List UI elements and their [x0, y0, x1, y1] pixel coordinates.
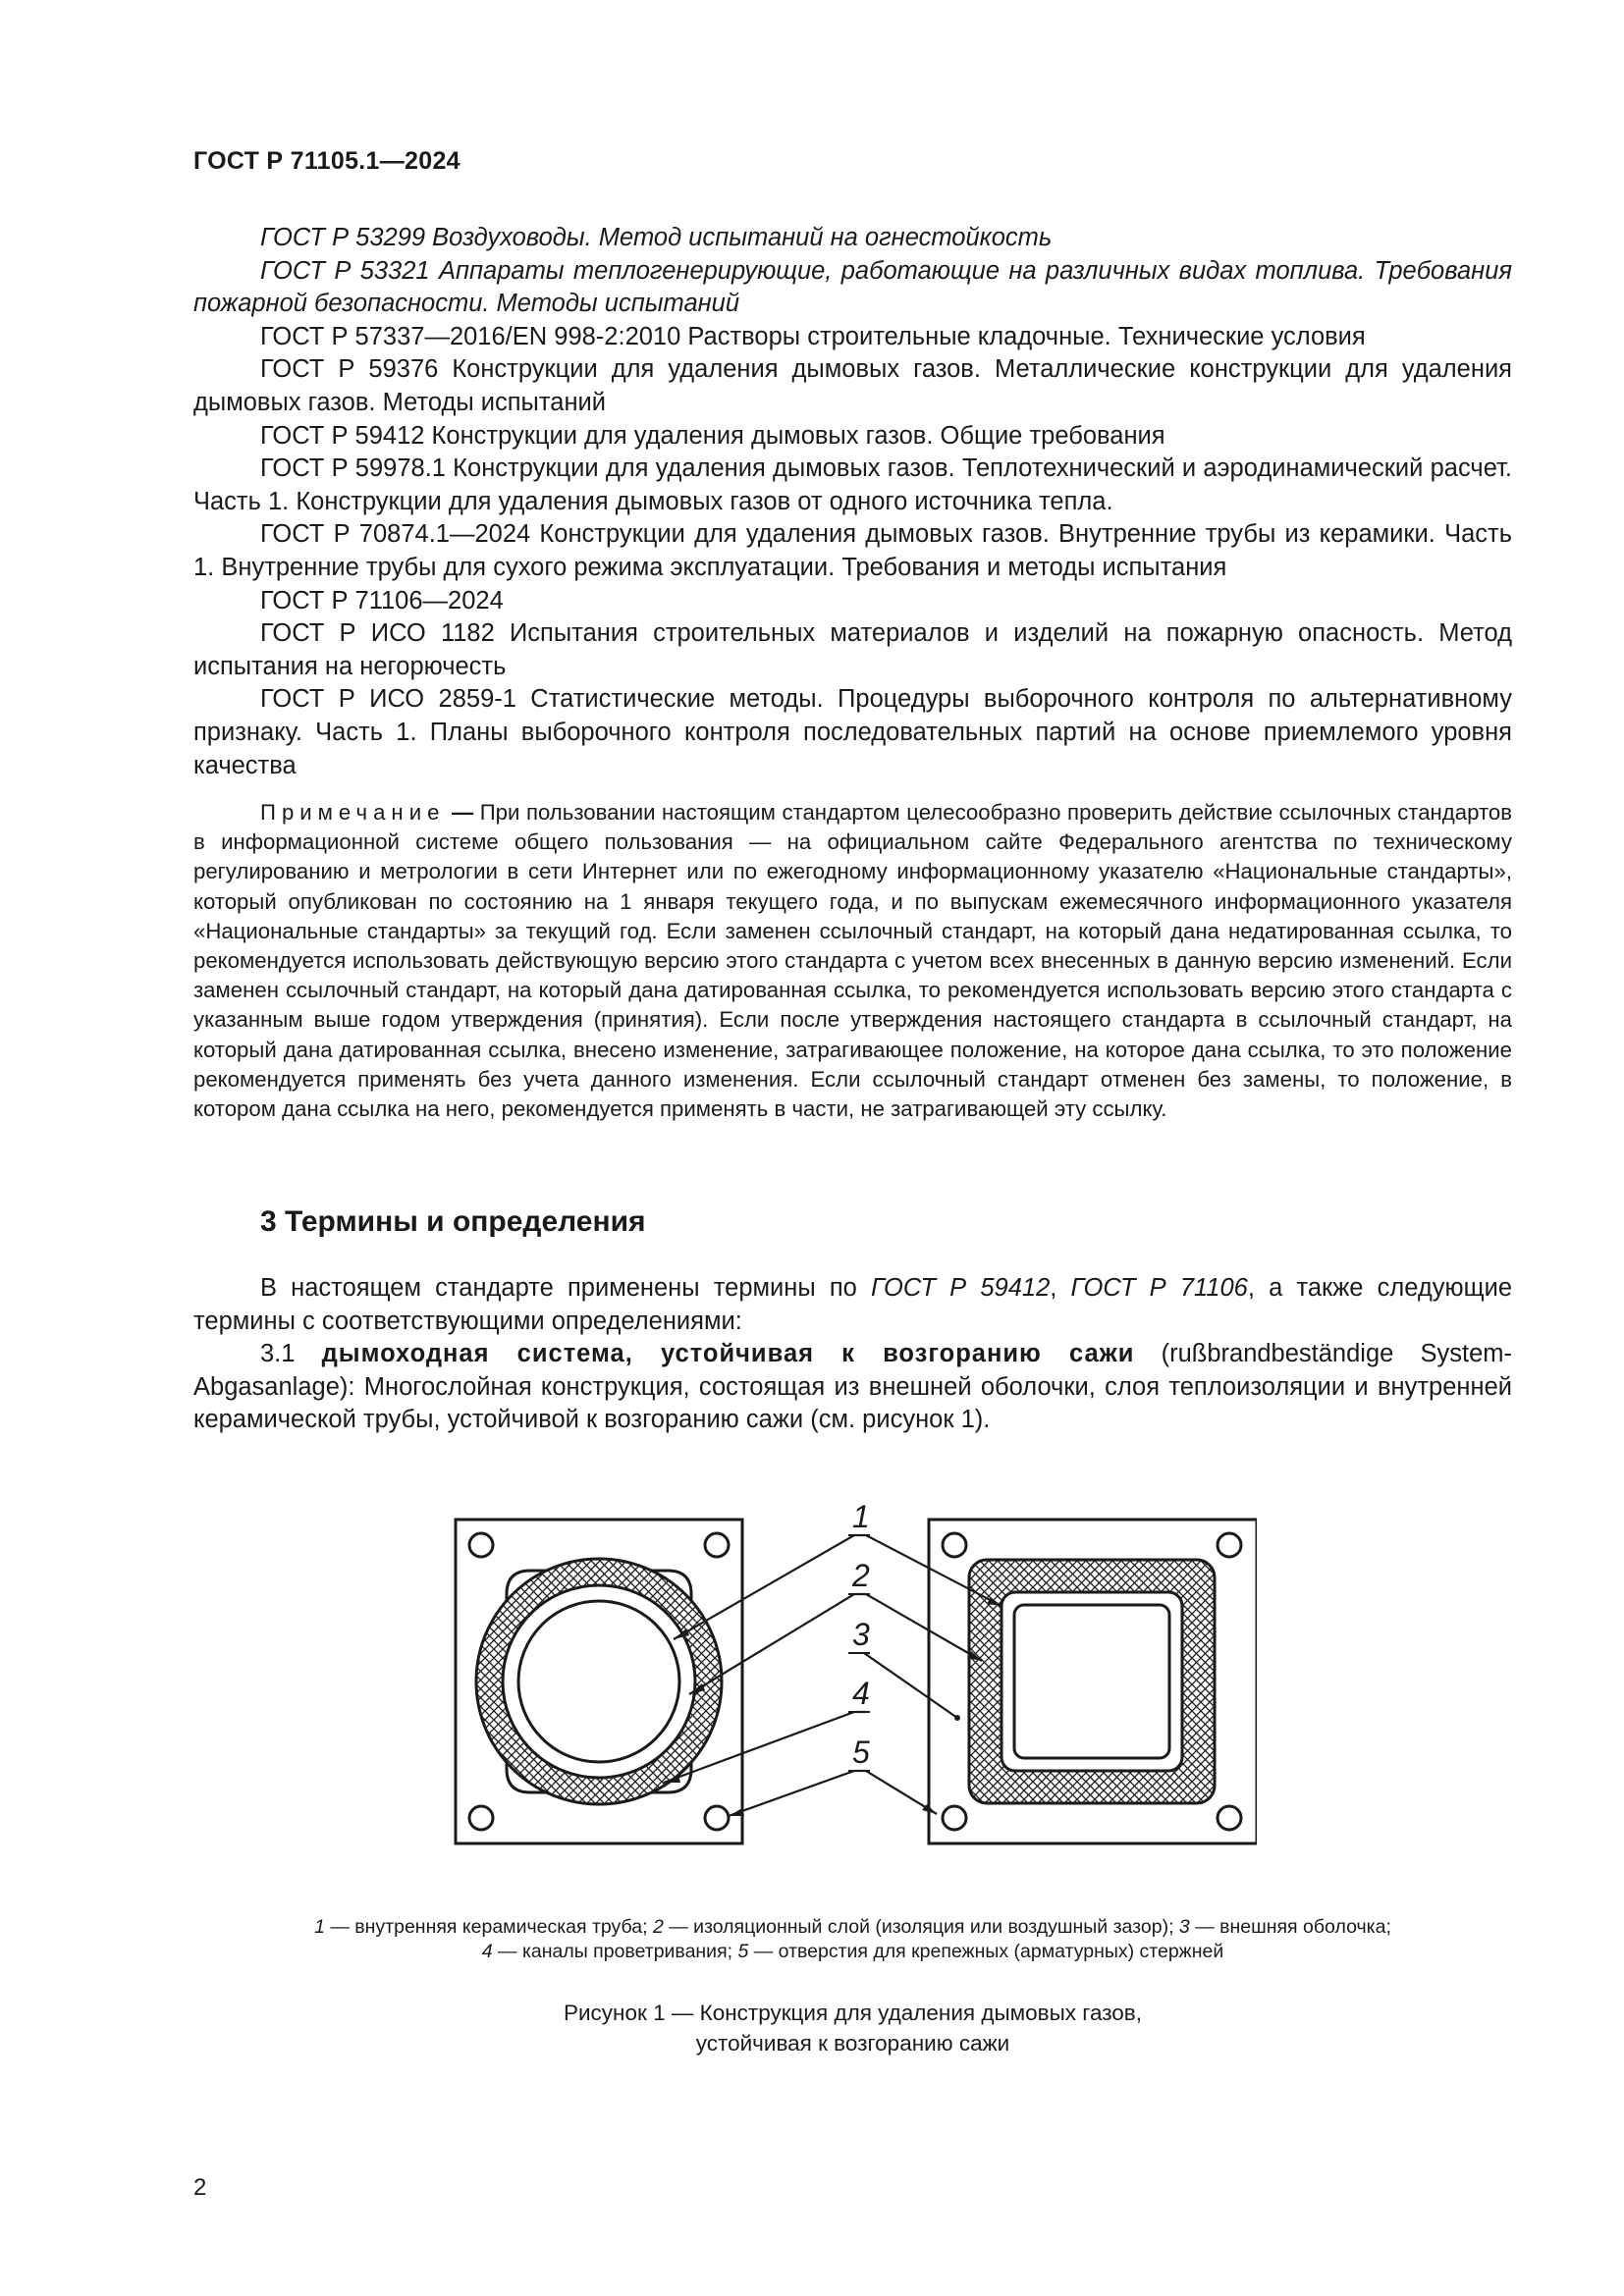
caption-line: устойчивая к возгоранию сажи	[695, 2031, 1010, 2056]
legend-number: 1	[314, 1916, 325, 1938]
term-definition: Многослойная конструкция, состоящая из внешней оболочки, слоя теплоизоляции и внутренней керамической трубы, устойчивой к возгоранию сажи (см. рисунок 1).	[193, 1372, 1512, 1434]
terms-intro	[193, 1272, 1512, 1338]
legend-text: — внешняя оболочка;	[1189, 1916, 1391, 1938]
reference-item: ГОСТ Р 59376 Конструкции для удаления дымовых газов. Металлические конструкции для удаления дымовых газов. Методы испытаний	[193, 355, 1512, 416]
legend-line-1	[193, 1915, 1512, 1940]
section-title: 3 Термины и определения	[260, 1205, 646, 1238]
reference-item: ГОСТ Р 53299 Воздуховоды. Метод испытаний на огнестойкость	[260, 224, 1053, 251]
intro-text: , а также следующие термины с соответствующими определениями:	[193, 1274, 1513, 1335]
figure-label-2: 2	[852, 1558, 870, 1593]
legend-line-2	[193, 1940, 1512, 1964]
figure-label-1: 1	[852, 1499, 870, 1534]
reference-item: ГОСТ Р 57337—2016/EN 998-2:2010 Растворы строительные кладочные. Технические условия	[260, 322, 1366, 350]
caption-line: Рисунок 1 — Конструкция для удаления дымовых газов,	[563, 2001, 1143, 2025]
figure-caption	[193, 1998, 1512, 2058]
note-label: Примечание	[260, 800, 446, 825]
terms-block	[193, 1272, 1512, 1437]
figure-label-4: 4	[852, 1676, 870, 1711]
note-block	[193, 798, 1512, 1124]
reference-item: ГОСТ Р ИСО 2859-1 Статистические методы. Процедуры выборочного контроля по альтернативному признаку. Часть 1. Планы выборочного контроля последовательных партий на основе приемлемого уровня качества	[193, 685, 1512, 779]
intro-reference-link: ГОСТ Р 71106	[1070, 1274, 1248, 1302]
page-number: 2	[193, 2174, 207, 2201]
reference-item: ГОСТ Р 71106—2024	[260, 586, 504, 614]
legend-number: 3	[1178, 1916, 1190, 1938]
term-name: дымоходная система, устойчивая к возгоранию сажи	[321, 1340, 1135, 1368]
legend-text: — отверстия для крепежных (арматурных) стержней	[748, 1941, 1224, 1962]
legend-text: — внутренняя керамическая труба;	[324, 1916, 653, 1938]
figure-1-drawing	[432, 1472, 1257, 1885]
term-original: (rußbrandbeständige System-Abgasanlage):	[193, 1340, 1512, 1401]
reference-item: ГОСТ Р 53321 Аппараты теплогенерирующие, работающие на различных видах топлива. Требования пожарной безопасности. Методы испытаний	[193, 256, 1512, 318]
reference-item: ГОСТ Р ИСО 1182 Испытания строительных материалов и изделий на пожарную опасность. Метод испытания на негорючесть	[193, 619, 1512, 680]
legend-number: 4	[481, 1941, 493, 1962]
intro-reference-link: ГОСТ Р 59412	[871, 1274, 1051, 1302]
intro-separator: ,	[1050, 1274, 1071, 1302]
figure-label-3: 3	[852, 1617, 870, 1652]
term-number: 3.1	[260, 1340, 296, 1368]
term-entry	[193, 1338, 1512, 1437]
round-chimney-section	[456, 1520, 742, 1843]
figure-label-5: 5	[852, 1735, 870, 1770]
legend-number: 5	[737, 1941, 749, 1962]
note-text: При пользовании настоящим стандартом целесообразно проверить действие ссылочных стандартов в информационной системе общего пользования — на официальном сайте Федерального агентства по техническому регулированию и метрологии в сети Интернет или по ежегодному информационному указателю «Национальные стандарты», который опубликован по состоянию на 1 января текущего года, и по выпускам ежемесячного информационного указателя «Национальные стандарты» за текущий год. Если заменен ссылочный стандарт, на который дана недатированная ссылка, то рекомендуется использовать действующую версию этого стандарта с учетом всех внесенных в данную версию изменений. Если заменен ссылочный стандарт, на который дана датированная ссылка, то рекомендуется использовать версию этого стандарта с указанным выше годом утверждения (принятия). Если после утверждения настоящего стандарта в ссылочный стандарт, на который дана датированная ссылка, внесено изменение, затрагивающее положение, на которое дана ссылка, то это положение рекомендуется применять без учета данного изменения. Если ссылочный стандарт отменен без замены, то положение, в котором дана ссылка на него, рекомендуется применять в части, не затрагивающей эту ссылку.	[193, 800, 1512, 1122]
normative-references-list	[193, 222, 1512, 782]
figure-legend	[193, 1915, 1512, 1964]
reference-item: ГОСТ Р 59978.1 Конструкции для удаления дымовых газов. Теплотехнический и аэродинамический расчет. Часть 1. Конструкции для удаления дымовых газов от одного источника тепла.	[193, 454, 1512, 515]
note-paragraph	[193, 798, 1512, 1124]
document-header-code: ГОСТ Р 71105.1—2024	[193, 147, 460, 175]
legend-number: 2	[652, 1916, 664, 1938]
square-chimney-section	[929, 1520, 1257, 1843]
intro-text: В настоящем стандарте применены термины по	[260, 1274, 872, 1302]
legend-text: — изоляционный слой (изоляция или воздушный зазор);	[663, 1916, 1179, 1938]
reference-item: ГОСТ Р 70874.1—2024 Конструкции для удаления дымовых газов. Внутренние трубы из керамики. Часть 1. Внутренние трубы для сухого режима эксплуатации. Требования и методы испытания	[193, 520, 1512, 581]
note-dash: —	[445, 800, 480, 825]
legend-text: — каналы проветривания;	[492, 1941, 738, 1962]
reference-item: ГОСТ Р 59412 Конструкции для удаления дымовых газов. Общие требования	[260, 421, 1165, 450]
